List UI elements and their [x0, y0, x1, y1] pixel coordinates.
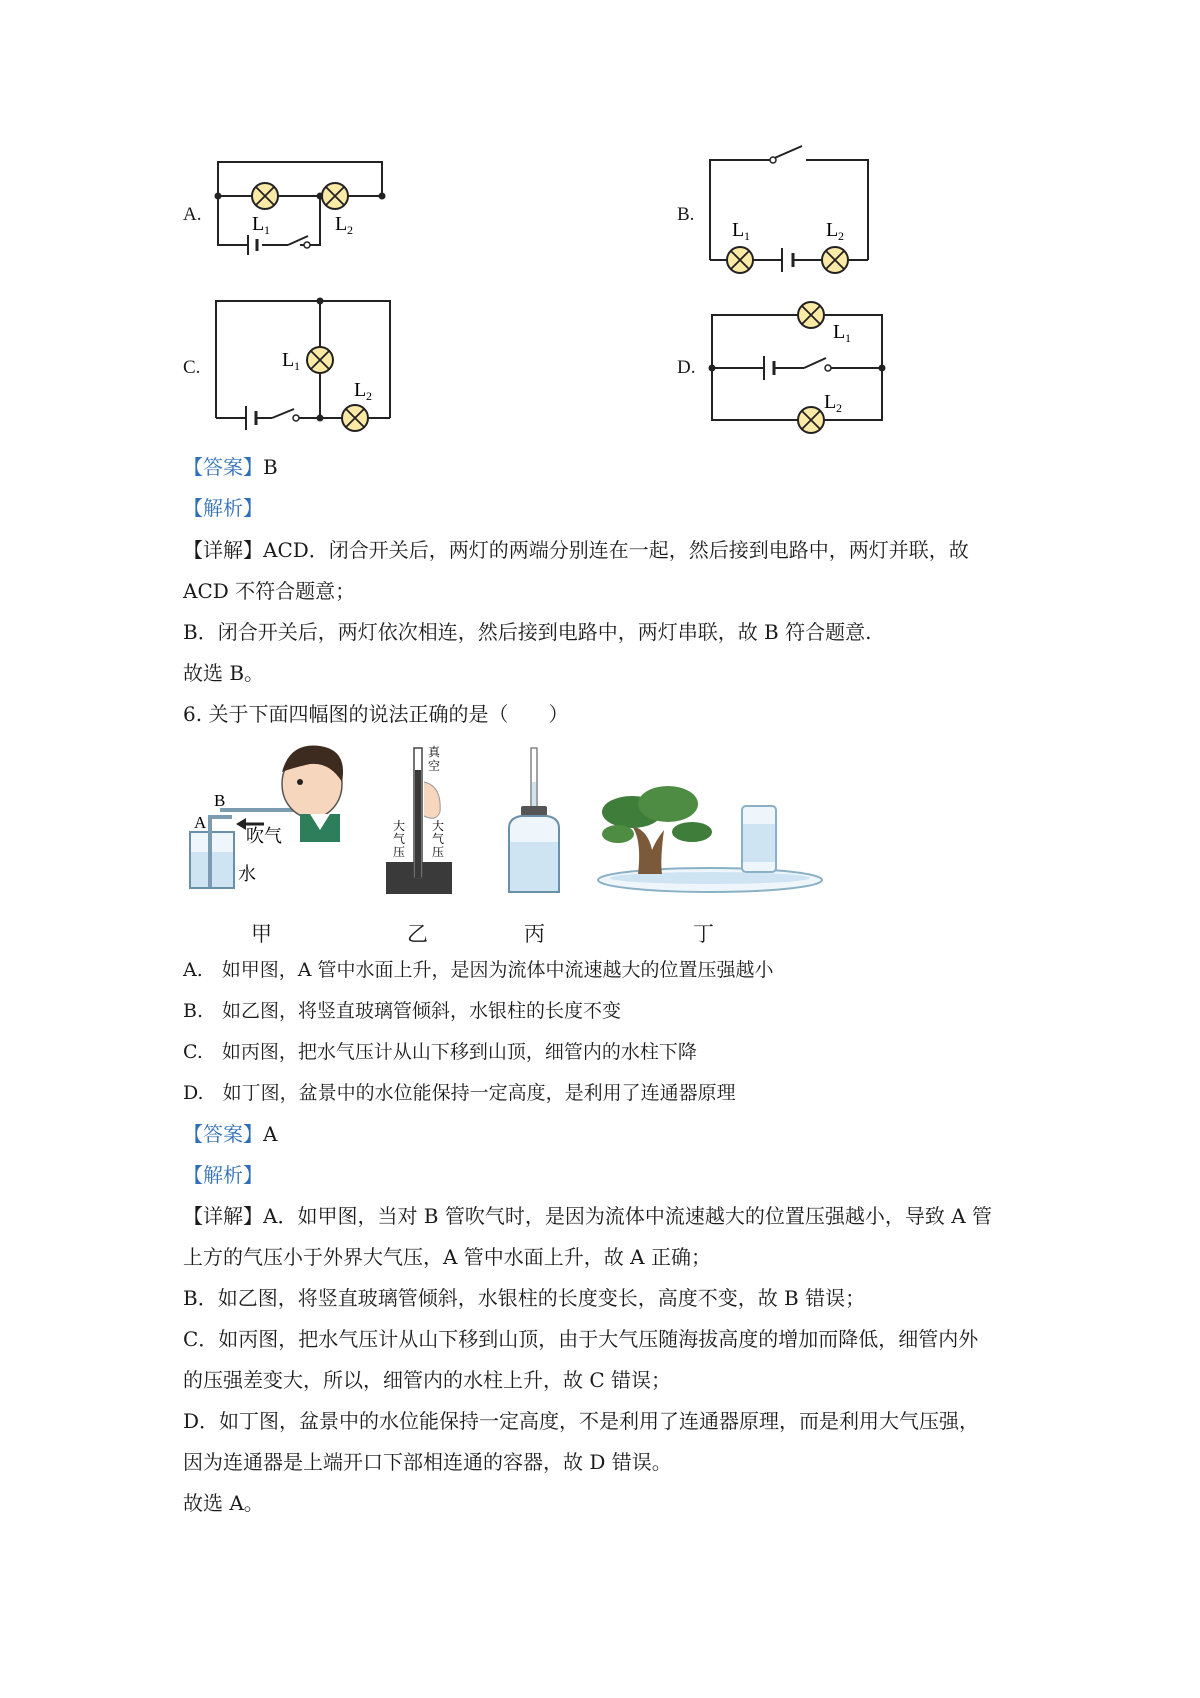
- figure-bing-caption: 丙: [524, 922, 545, 946]
- q6-detail-line-3: B．如乙图，将竖直玻璃管倾斜，水银柱的长度变长，高度不变，故 B 错误；: [183, 1286, 866, 1310]
- figure-yi-caption: 乙: [407, 922, 428, 946]
- figure-yi-torricelli-illustration: [380, 742, 470, 902]
- atm-left-3: 压: [393, 845, 406, 859]
- lamp-l1-icon: [727, 247, 753, 273]
- q6-detail-line-7: 因为连通器是上端开口下部相连通的容器，故 D 错误。: [183, 1450, 672, 1474]
- label-b: B: [214, 791, 226, 810]
- answer-tag: 【答案】: [183, 455, 263, 479]
- circuit-c-diagram: [210, 292, 400, 437]
- analysis-tag: 【解析】: [183, 496, 263, 520]
- q6-detail-line-4: C．如丙图，把水气压计从山下移到山顶，由于大气压随海拔高度的增加而降低，细管内外: [183, 1327, 979, 1351]
- atm-right-2: 气: [432, 832, 445, 846]
- q5-analysis-heading: [183, 494, 263, 522]
- lamp-l1-icon: [252, 183, 278, 209]
- q6-detail-line-2: 上方的气压小于外界大气压，A 管中水面上升，故 A 正确；: [183, 1245, 711, 1269]
- atm-right-1: 大: [432, 819, 445, 833]
- q6-analysis-heading: [183, 1161, 263, 1189]
- label-l2-sub: 2: [366, 389, 372, 403]
- q6-detail-line-5: 的压强差变大，所以，细管内的水柱上升，故 C 错误；: [183, 1368, 672, 1392]
- figure-bing-barometer-illustration: [495, 742, 575, 902]
- q5-detail-line-4: 故选 B。: [183, 661, 265, 685]
- q5-detail-line-2: ACD 不符合题意；: [183, 579, 356, 603]
- detail-tag: 【详解】: [183, 538, 263, 562]
- option-a-label: A.: [183, 204, 202, 225]
- atm-left-1: 大: [393, 819, 406, 833]
- analysis-tag: 【解析】: [183, 1163, 263, 1187]
- q6-detail-line-1: [183, 1202, 992, 1230]
- lamp-l2-icon: [342, 405, 368, 431]
- label-l2-sub: 2: [836, 401, 842, 415]
- atm-right-3: 压: [432, 845, 445, 859]
- vacuum-label-2: 空: [428, 759, 441, 773]
- q6-detail-line-6: D．如丁图，盆景中的水位能保持一定高度，不是利用了连通器原理，而是利用大气压强，: [183, 1409, 980, 1433]
- option-b-label: B.: [677, 204, 695, 225]
- q5-answer: [183, 453, 278, 481]
- q5-detail-line-1: [183, 536, 969, 564]
- label-l1: L: [732, 219, 745, 241]
- circuit-b-diagram: [700, 138, 880, 278]
- figure-jia-caption: 甲: [251, 922, 272, 946]
- lamp-l1-icon: [307, 347, 333, 373]
- label-l2-sub: 2: [838, 229, 844, 243]
- lamp-l2-icon: [798, 407, 824, 433]
- figure-ding-bonsai-illustration: [592, 770, 832, 898]
- answer-tag: 【答案】: [183, 1122, 263, 1146]
- q6-option-a: A. 如甲图，A 管中水面上升，是因为流体中流速越大的位置压强越小: [183, 959, 774, 981]
- lamp-l1-icon: [798, 302, 824, 328]
- q5-detail-line-3: B．闭合开关后，两灯依次相连，然后接到电路中，两灯串联，故 B 符合题意.: [183, 620, 872, 644]
- label-l2: L: [354, 379, 367, 401]
- label-l1-sub: 1: [264, 223, 270, 237]
- label-l1-sub: 1: [294, 359, 300, 373]
- label-l1-sub: 1: [845, 331, 851, 345]
- q6-answer: [183, 1120, 277, 1148]
- q6-detail-line-8: 故选 A。: [183, 1491, 264, 1515]
- q6-option-c: C. 如丙图，把水气压计从山下移到山顶，细管内的水柱下降: [183, 1041, 697, 1063]
- circuit-d-diagram: [700, 290, 895, 440]
- answer-value: A: [263, 1122, 278, 1146]
- answer-value: B: [263, 455, 278, 479]
- circuit-a-diagram: [210, 150, 400, 265]
- q6-option-b: B. 如乙图，将竖直玻璃管倾斜，水银柱的长度不变: [183, 1000, 622, 1022]
- detail-tag: 【详解】: [183, 1204, 263, 1228]
- atm-left-2: 气: [393, 832, 406, 846]
- detail-text: A．如甲图，当对 B 管吹气时，是因为流体中流速越大的位置压强越小，导致 A 管: [263, 1204, 993, 1228]
- label-l1: L: [833, 321, 846, 343]
- label-l1: L: [252, 213, 265, 235]
- detail-text: ACD．闭合开关后，两灯的两端分别连在一起，然后接到电路中，两灯并联，故: [263, 538, 969, 562]
- option-d-label: D.: [677, 357, 696, 378]
- label-l1-sub: 1: [744, 229, 750, 243]
- lamp-l2-icon: [822, 247, 848, 273]
- vacuum-label-1: 真: [428, 745, 441, 759]
- option-c-label: C.: [183, 357, 201, 378]
- label-l1: L: [282, 349, 295, 371]
- water-label: 水: [238, 864, 256, 885]
- figure-ding-caption: 丁: [693, 922, 714, 946]
- q6-stem: 6. 关于下面四幅图的说法正确的是（ ）: [183, 702, 569, 726]
- q6-option-d: D. 如丁图，盆景中的水位能保持一定高度，是利用了连通器原理: [183, 1082, 736, 1104]
- label-l2-sub: 2: [347, 223, 353, 237]
- label-a: A: [194, 813, 207, 832]
- label-l2: L: [335, 213, 348, 235]
- label-l2: L: [824, 391, 837, 413]
- blow-label: 吹气: [246, 826, 282, 847]
- figure-jia-blowing-illustration: [180, 742, 350, 902]
- lamp-l2-icon: [322, 183, 348, 209]
- label-l2: L: [826, 219, 839, 241]
